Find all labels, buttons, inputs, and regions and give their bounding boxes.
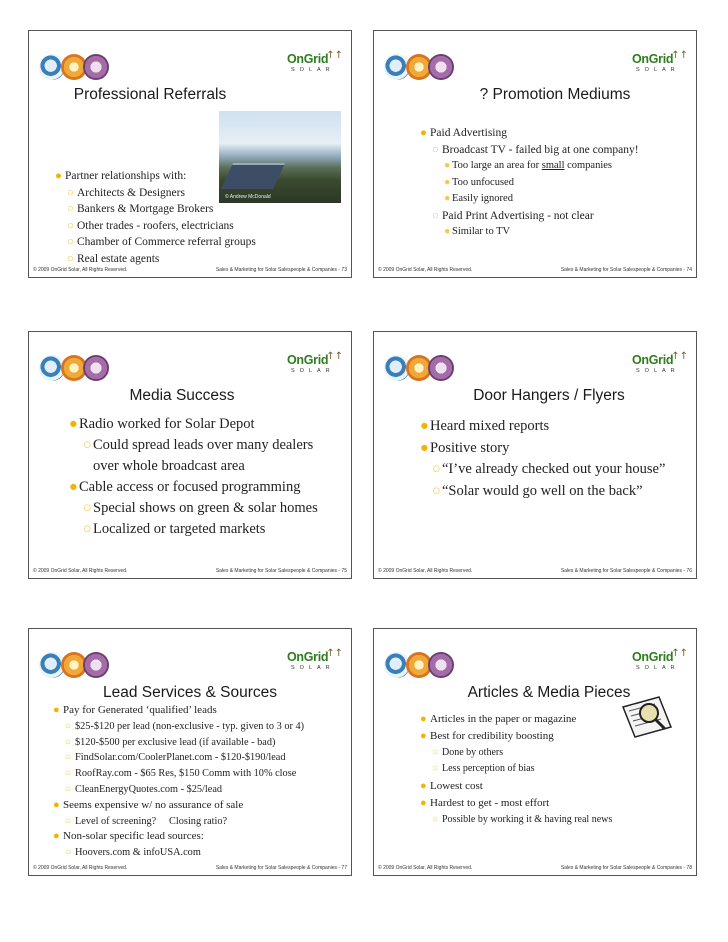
bullet-icon: ○ (432, 746, 439, 758)
list-item: ○ Hoovers.com & infoUSA.com (65, 845, 304, 861)
bullet-icon: ○ (65, 720, 72, 732)
arrows-icon: ↑↑ (326, 648, 343, 659)
slide-footer: © 2009 OnGrid Solar, All Rights Reserved. Sales & Marketing for Solar Salespeople & Companies - 73 (33, 267, 347, 273)
slide-74 (373, 30, 697, 278)
list-item: ○ Could spread leads over many dealers over whole broadcast area (83, 437, 314, 474)
slide-footer: © 2009 OnGrid Solar, All Rights Reserved. Sales & Marketing for Solar Salespeople & Companies - 78 (378, 865, 692, 871)
bullet-icon: ● (420, 729, 427, 742)
list-item: ● Cable access or focused programming (69, 477, 349, 498)
sustainability-badges-icon (39, 355, 109, 383)
bullet-list (420, 711, 612, 829)
leaf-icon (428, 652, 454, 678)
bullet-icon: ○ (65, 752, 72, 764)
bullet-icon: ● (55, 170, 62, 182)
list-item: ● Too large an area for small companies (444, 158, 639, 175)
list-item: ● Paid Advertising (420, 125, 639, 142)
slide-78 (373, 628, 697, 876)
list-item: ○ Broadcast TV - failed big at one company! (432, 142, 639, 159)
bullet-icon: ○ (67, 203, 74, 216)
photo-caption: © Andrew McDonald (225, 194, 271, 200)
bullet-icon: ○ (432, 813, 439, 825)
list-item: ○ Paid Print Advertising - not clear (432, 208, 639, 225)
arrows-icon: ↑↑ (671, 50, 688, 61)
bullet-icon: ○ (67, 219, 74, 232)
list-item: ● Non-solar specific lead sources: (53, 829, 304, 845)
list-item: ● Lowest cost (420, 778, 612, 795)
list-item: ● Articles in the paper or magazine (420, 711, 612, 728)
slide-footer: © 2009 OnGrid Solar, All Rights Reserved. Sales & Marketing for Solar Salespeople & Companies - 77 (33, 865, 347, 871)
slide-title: ? Promotion Mediums (479, 86, 631, 103)
list-item: ○ $25-$120 per lead (non-exclusive - typ. given to 3 or 4) (65, 719, 304, 735)
bullet-icon: ○ (432, 143, 439, 156)
ongrid-solar-logo: OnGrid ↑↑ SOLAR (287, 648, 343, 671)
bullet-icon: ○ (83, 437, 92, 453)
list-item: ○ Possible by working it & having real news (432, 812, 612, 829)
list-item: ○ Special shows on green & solar homes (83, 498, 349, 519)
ongrid-solar-logo: OnGrid ↑↑ SOLAR (632, 648, 688, 671)
list-item: ○ “Solar would go well on the back” (432, 481, 665, 503)
list-item: ○ Less perception of bias (432, 761, 612, 778)
sustainability-badges-icon (384, 652, 454, 680)
bullet-icon: ● (420, 713, 427, 725)
bullet-icon: ● (444, 193, 451, 204)
arrows-icon: ↑↑ (326, 50, 343, 61)
newspaper-magnifier-icon (619, 693, 677, 741)
slide-footer: © 2009 OnGrid Solar, All Rights Reserved. Sales & Marketing for Solar Salespeople & Companies - 76 (378, 568, 692, 574)
sustainability-badges-icon (384, 54, 454, 82)
slide-title: Professional Referrals (73, 86, 227, 103)
list-item: ● Partner relationships with: (55, 168, 256, 185)
arrows-icon: ↑↑ (326, 351, 343, 362)
sustainability-badges-icon (384, 355, 454, 383)
leaf-icon (83, 652, 109, 678)
leaf-icon (83, 54, 109, 80)
list-item: ● Easily ignored (444, 191, 639, 208)
slide-75 (28, 331, 352, 579)
bullet-icon: ● (420, 796, 427, 809)
slide-76 (373, 331, 697, 579)
slide-title: Articles & Media Pieces (467, 684, 631, 701)
bullet-list (420, 125, 639, 241)
bullet-icon: ○ (83, 521, 92, 537)
bullet-list (420, 416, 665, 502)
list-item: ○ CleanEnergyQuotes.com - $25/lead (65, 782, 304, 798)
bullet-icon: ● (53, 798, 60, 811)
leaf-icon (428, 54, 454, 80)
ongrid-solar-logo: OnGrid ↑↑ SOLAR (632, 351, 688, 374)
list-item: ○ Level of screening? Closing ratio? (65, 814, 304, 830)
bullet-icon: ● (53, 704, 60, 716)
sustainability-badges-icon (39, 54, 109, 82)
bullet-icon: ● (420, 418, 429, 434)
bullet-icon: ● (69, 479, 78, 495)
ongrid-solar-logo: OnGrid ↑↑ SOLAR (287, 50, 343, 73)
list-item: ● Too unfocused (444, 175, 639, 192)
slide-footer: © 2009 OnGrid Solar, All Rights Reserved. Sales & Marketing for Solar Salespeople & Companies - 74 (378, 267, 692, 273)
list-item: ○ Architects & Designers (67, 185, 256, 202)
bullet-list (55, 168, 256, 268)
bullet-icon: ● (444, 160, 451, 171)
leaf-icon (428, 355, 454, 381)
slide-73 (28, 30, 352, 278)
slide-title: Door Hangers / Flyers (473, 387, 625, 404)
list-item: ○ Bankers & Mortgage Brokers (67, 201, 256, 218)
leaf-icon (83, 355, 109, 381)
bullet-icon: ○ (432, 763, 439, 775)
bullet-icon: ○ (67, 186, 74, 199)
bullet-icon: ○ (65, 768, 72, 780)
bullet-icon: ● (444, 176, 451, 188)
slide-title: Lead Services & Sources (102, 684, 278, 701)
bullet-icon: ○ (67, 252, 74, 265)
list-item: ○ “I’ve already checked out your house” (432, 459, 665, 481)
list-item: ○ RoofRay.com - $65 Res, $150 Comm with 10% close (65, 766, 304, 782)
bullet-list (69, 414, 349, 540)
bullet-icon: ● (53, 830, 60, 843)
list-item: ● Pay for Generated ‘qualified’ leads (53, 703, 304, 719)
bullet-icon: ● (420, 439, 429, 456)
list-item: ○ FindSolar.com/CoolerPlanet.com - $120-$190/lead (65, 750, 304, 766)
list-item: ● Heard mixed reports (420, 416, 665, 438)
sustainability-badges-icon (39, 652, 109, 680)
bullet-icon: ○ (432, 209, 439, 222)
list-item: ● Similar to TV (444, 224, 639, 241)
list-item: ○ Real estate agents (67, 251, 256, 268)
list-item: ● Best for credibility boosting (420, 728, 612, 745)
slide-title: Media Success (129, 387, 235, 404)
list-item: ● Seems expensive w/ no assurance of sale (53, 798, 304, 814)
list-item: ○ Chamber of Commerce referral groups (67, 234, 256, 251)
bullet-icon: ○ (432, 482, 441, 499)
ongrid-solar-logo: OnGrid ↑↑ SOLAR (632, 50, 688, 73)
arrows-icon: ↑↑ (671, 351, 688, 362)
list-item: ● Radio worked for Solar Depot (69, 414, 349, 435)
list-item: ● Hardest to get - most effort (420, 795, 612, 812)
bullet-icon: ○ (67, 236, 74, 249)
bullet-icon: ○ (432, 461, 441, 477)
bullet-icon: ○ (65, 736, 72, 748)
ongrid-solar-logo: OnGrid ↑↑ SOLAR (287, 351, 343, 374)
arrows-icon: ↑↑ (671, 648, 688, 659)
bullet-icon: ○ (65, 783, 72, 795)
bullet-icon: ● (420, 780, 427, 793)
bullet-icon: ○ (65, 847, 72, 859)
bullet-icon: ● (420, 127, 427, 139)
bullet-icon: ○ (65, 815, 72, 827)
bullet-icon: ○ (83, 500, 92, 516)
list-item: ○ $120-$500 per exclusive lead (if available - bad) (65, 735, 304, 751)
list-item: ○ Other trades - roofers, electricians (67, 218, 256, 235)
list-item: ○ Localized or targeted markets (83, 519, 349, 540)
slide-77 (28, 628, 352, 876)
bullet-list (53, 703, 304, 861)
list-item: ○ Done by others (432, 745, 612, 762)
slide-footer: © 2009 OnGrid Solar, All Rights Reserved. Sales & Marketing for Solar Salespeople & Companies - 75 (33, 568, 347, 574)
list-item: ● Positive story (420, 438, 665, 460)
bullet-icon: ● (444, 226, 451, 237)
bullet-icon: ● (69, 416, 78, 432)
